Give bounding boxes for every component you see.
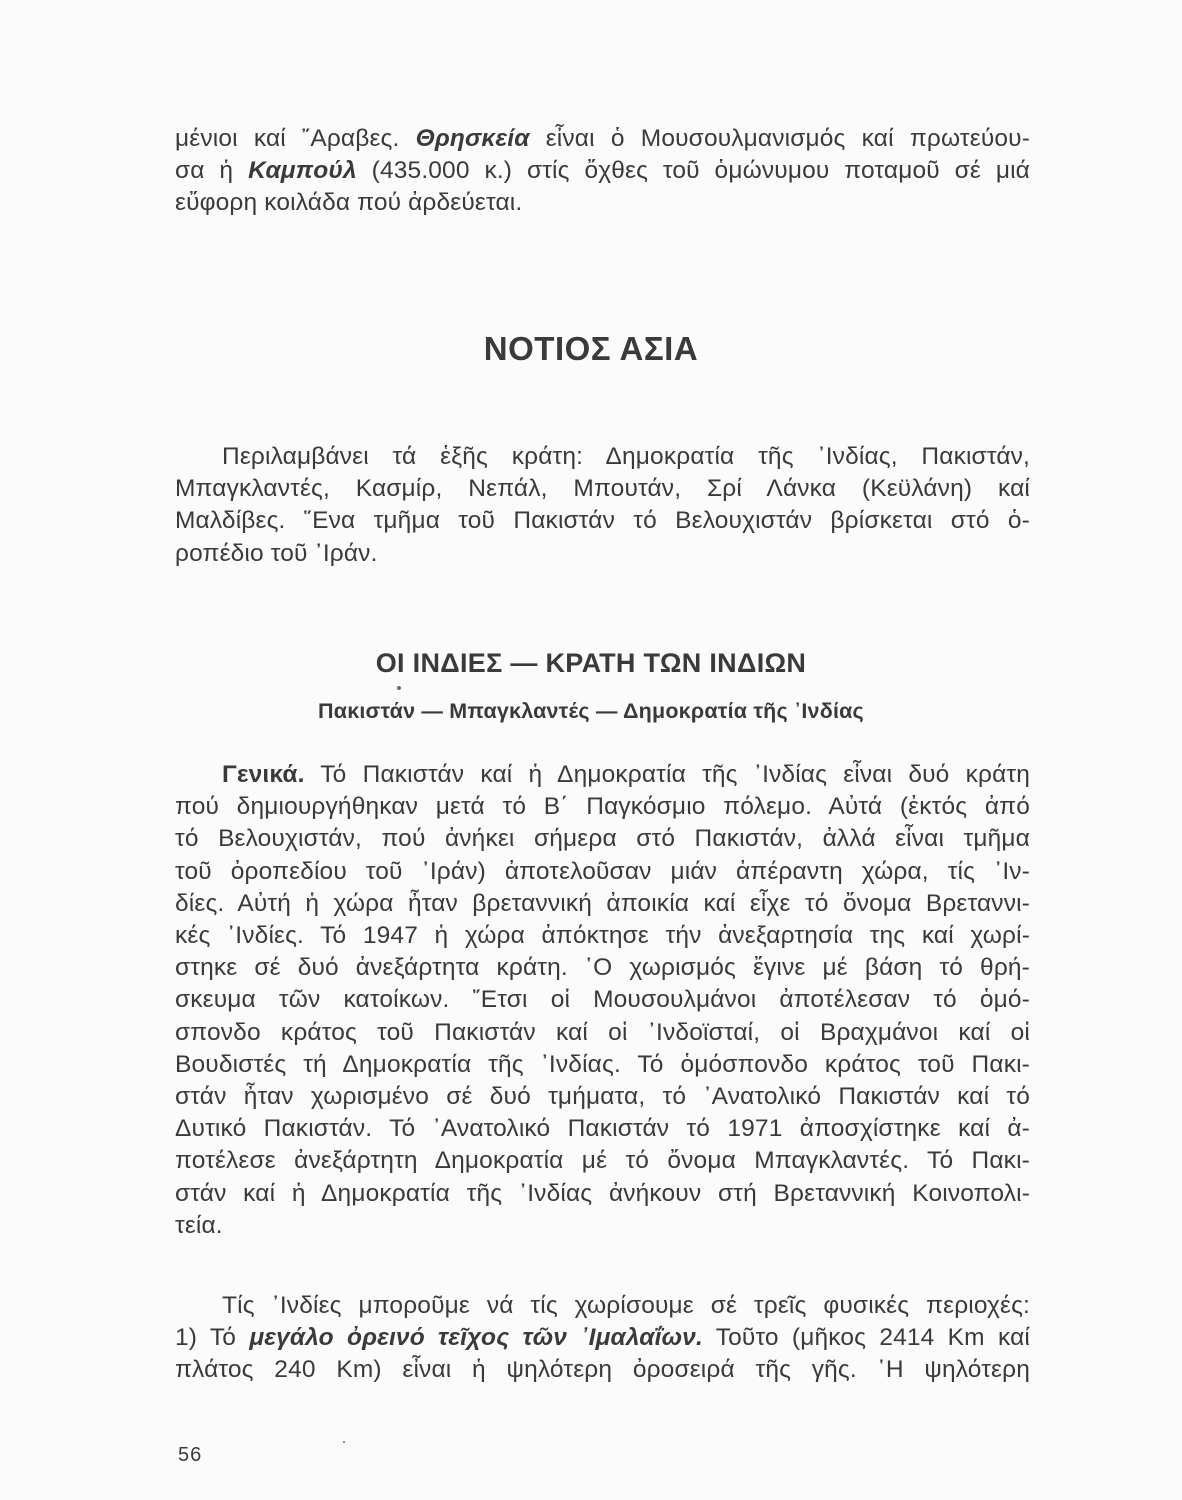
intro-line-1-end: εἶναι ὁ Μουσουλμανισμός καί πρωτεύου- — [529, 125, 1030, 152]
section-title: ΝΟΤΙΟΣ ΑΣΙΑ — [483, 330, 699, 367]
regions-line-1: Τίς ᾿Ινδίες μποροῦμε νά τίς χωρίσουμε σέ τρεῖς φυσικές περιοχές: — [222, 1292, 1030, 1319]
general-line-7: στηκε σέ δυό ἀνεξάρτητα κράτη. ῾Ο χωρισμός ἔγινε μέ βάση τό θρή- — [175, 954, 1030, 982]
regions-paragraph — [175, 1290, 1030, 1387]
intro-line-2-end: (435.000 κ.) στίς ὄχθες τοῦ ὁμώνυμου ποταμοῦ σέ μιά — [356, 157, 1030, 185]
regions-line-2-start: 1) Τό — [175, 1324, 250, 1352]
general-line-9: σπονδο κράτος τοῦ Πακιστάν καί οἱ ᾿Ινδοϊσταί, οἱ Βραχμάνοι καί οἱ — [175, 1018, 1030, 1046]
scan-speck — [343, 1441, 345, 1443]
general-line-2: πού δημιουργήθηκαν μετά τό Β΄ Παγκόσμιο πόλεμο. Αὐτά (ἐκτός ἀπό — [175, 793, 1030, 821]
general-line-1 — [175, 759, 1030, 791]
general-line-13: ποτέλεσε ἀνεξάρτητη Δημοκρατία μέ τό ὄνομα Μπαγκλαντές. Τό Πακι- — [175, 1147, 1030, 1175]
south-asia-line-4: ροπέδιο τοῦ ᾿Ιράν. — [175, 539, 378, 567]
regions-line-2-end: Τοῦτο (μῆκος 2414 Km καί — [702, 1324, 1030, 1352]
south-asia-line-1: Περιλαμβάνει τά ἑξῆς κράτη: Δημοκρατία τῆς ᾿Ινδίας, Πακιστάν, — [222, 443, 1030, 470]
intro-paragraph — [175, 123, 1030, 220]
general-line-11: στάν ἦταν χωρισμένο σέ δυό τμήματα, τό ᾿Ανατολικό Πακιστάν καί τό — [175, 1083, 1030, 1111]
general-paragraph — [175, 759, 1030, 1242]
general-line-5: δίες. Αὐτή ἡ χώρα ἦταν βρεταννική ἀποικία καί εἶχε τό ὄνομα Βρεταννι- — [175, 889, 1030, 917]
general-line-4: τοῦ ὀροπεδίου τοῦ ᾿Ιράν) ἀποτελοῦσαν μιάν ἀπέραντη χώρα, τίς ᾿Ιν- — [175, 857, 1030, 885]
subsection-title: ΟΙ ΙΝΔΙΕΣ — ΚΡΑΤΗ ΤΩΝ ΙΝΔΙΩΝ — [375, 648, 807, 678]
regions-line-2 — [175, 1322, 1030, 1354]
general-line-8: σκευμα τῶν κατοίκων. ῎Ετσι οἱ Μουσουλμάνοι ἀποτέλεσαν τό ὁμό- — [175, 986, 1030, 1014]
scan-speck — [397, 686, 401, 690]
south-asia-line-2: Μπαγκλαντές, Κασμίρ, Νεπάλ, Μπουτάν, Σρί Λάνκα (Κεϋλάνη) καί — [175, 475, 1030, 503]
south-asia-line-3: Μαλδίβες. ῞Ενα τμῆμα τοῦ Πακιστάν τό Βελουχιστάν βρίσκεται στό ὁ- — [175, 507, 1030, 535]
general-line-15: τεία. — [175, 1211, 223, 1239]
subsection-subtitle: Πακιστάν — Μπαγκλαντές — Δημοκρατία τῆς ᾿Ινδίας — [318, 699, 864, 723]
intro-line-2-start: σα ἡ — [175, 157, 249, 185]
himalaya-term: μεγάλο ὀρεινό τεῖχος τῶν ᾿Ιμαλαΐων. — [249, 1324, 703, 1352]
religion-label: Θρησκεία — [415, 125, 530, 152]
general-line-12: Δυτικό Πακιστάν. Τό ᾿Ανατολικό Πακιστάν τό 1971 ἀποσχίστηκε καί ἀ- — [175, 1115, 1030, 1143]
general-line-10: Βουδιστές τή Δημοκρατία τῆς ᾿Ινδίας. Τό ὁμόσπονδο κράτος τοῦ Πακι- — [175, 1050, 1030, 1078]
page-number: 56 — [178, 1444, 203, 1466]
general-line-3: τό Βελουχιστάν, πού ἀνήκει σήμερα στό Πακιστάν, ἀλλά εἶναι τμῆμα — [175, 825, 1030, 853]
intro-line-3: εὔφορη κοιλάδα πού ἀρδεύεται. — [175, 189, 523, 217]
intro-line-2 — [175, 155, 1030, 187]
intro-line-1-start: μένιοι καί ῎Αραβες. — [175, 125, 416, 152]
general-line-1-rest: Τό Πακιστάν καί ἡ Δημοκρατία τῆς ᾿Ινδίας εἶναι δυό κράτη — [304, 761, 1030, 788]
intro-line-1 — [175, 123, 1030, 155]
general-line-14: στάν καί ἡ Δημοκρατία τῆς ᾿Ινδίας ἀνήκουν στή Βρεταννική Κοινοπολι- — [175, 1179, 1030, 1207]
south-asia-paragraph — [175, 441, 1030, 570]
capital-name: Καμπούλ — [248, 157, 357, 185]
general-line-6: κές ᾿Ινδίες. Τό 1947 ἡ χώρα ἀπόκτησε τήν ἀνεξαρτησία της καί χωρί- — [175, 922, 1030, 950]
regions-line-3: πλάτος 240 Km) εἶναι ἡ ψηλότερη ὀροσειρά τῆς γῆς. ῾Η ψηλότερη — [175, 1356, 1030, 1384]
general-label: Γενικά. — [222, 761, 305, 788]
